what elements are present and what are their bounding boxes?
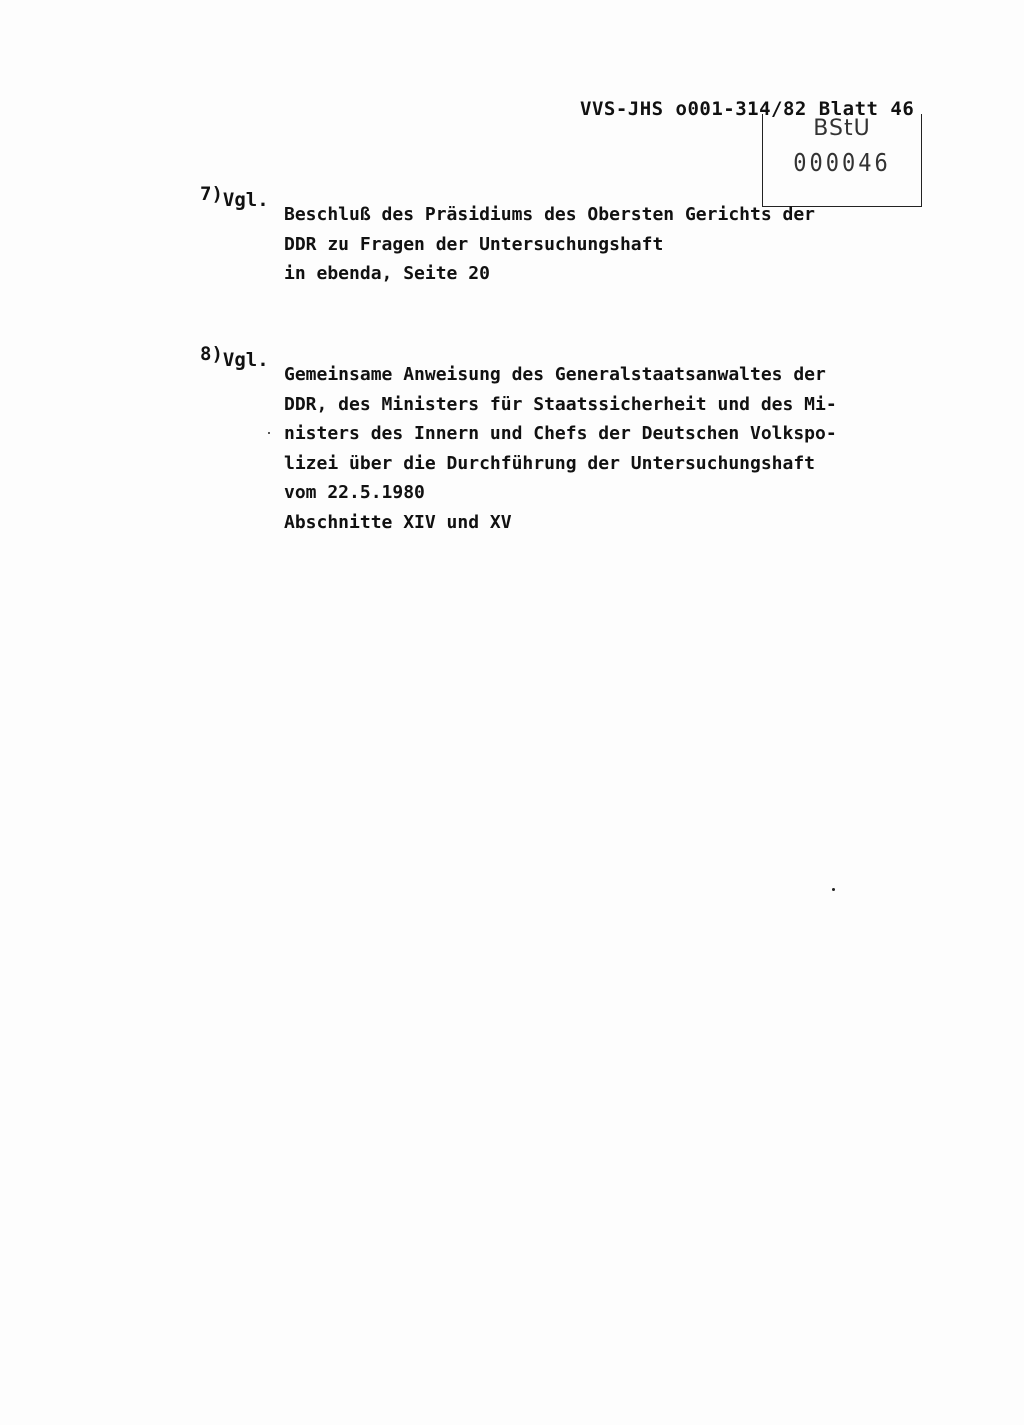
footnote-line: Gemeinsame Anweisung des Generalstaatsanwaltes der [284, 364, 826, 385]
footnote-7 [200, 183, 920, 289]
footnote-body [284, 200, 920, 289]
archive-reference: VVS-JHS o001-314/82 Blatt 46 [580, 98, 915, 120]
footnote-8 [200, 343, 920, 537]
footnote-marker [200, 343, 269, 376]
stamp-label: BStU [813, 116, 871, 141]
scan-speck [268, 432, 270, 434]
footnote-line: nisters des Innern und Chefs der Deutschen Volkspo- [284, 423, 837, 444]
footnote-number: 7) [200, 183, 223, 205]
footnote-marker [200, 183, 269, 216]
footnote-prefix: Vgl. [222, 189, 269, 211]
footnote-line: Abschnitte XIV und XV [284, 511, 512, 533]
footnote-prefix: Vgl. [222, 349, 269, 371]
footnote-line: in ebenda, Seite 20 [284, 263, 490, 284]
stamp-number: 000046 [793, 149, 891, 178]
footnote-line: lizei über die Durchführung der Untersuchungshaft [284, 452, 816, 474]
footnote-line: Beschluß des Präsidiums des Obersten Gerichts der [284, 204, 816, 225]
footnote-line: vom 22.5.1980 [284, 482, 425, 503]
footnote-line: DDR zu Fragen der Untersuchungshaft [284, 233, 664, 255]
footnote-body [284, 360, 920, 537]
scan-speck [832, 888, 835, 891]
footnote-number: 8) [200, 343, 223, 365]
footnote-line: DDR, des Ministers für Staatssicherheit und des Mi- [284, 393, 837, 415]
